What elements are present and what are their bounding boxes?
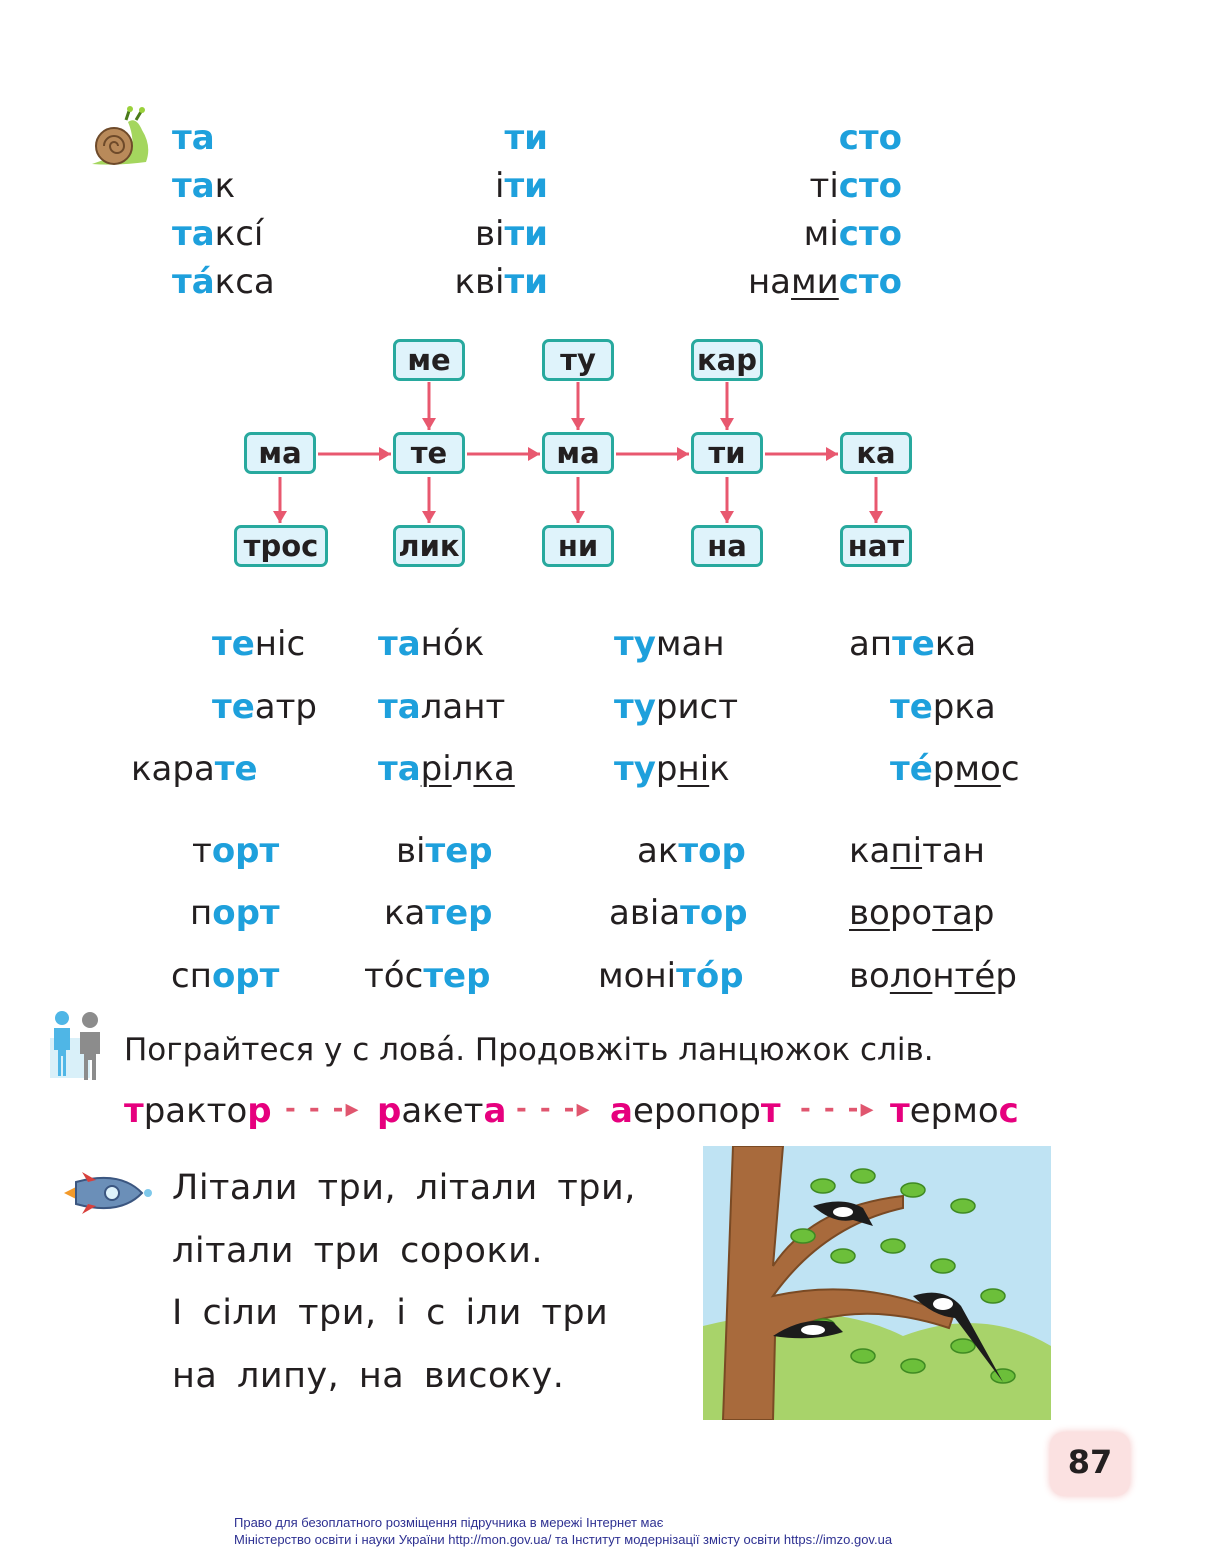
highlighted-syllable: те: [212, 687, 255, 727]
word: [378, 749, 515, 789]
highlighted-syllable: те́: [890, 749, 933, 789]
underlined-syllable: мо: [954, 749, 1001, 789]
underlined-syllable: рі: [420, 749, 452, 789]
arrow-head: [571, 418, 585, 430]
word-part: ксі́: [214, 214, 264, 254]
word-part: атр: [254, 687, 317, 727]
underlined-syllable: ло: [889, 956, 933, 996]
word-part: то́с: [364, 956, 424, 996]
rocket-icon: [60, 1168, 156, 1218]
word-part: еропор: [632, 1091, 761, 1131]
word: [609, 893, 748, 933]
word-part: ніс: [254, 624, 306, 664]
highlighted-syllable: ту: [614, 749, 656, 789]
word-part: во: [849, 956, 890, 996]
word-part: к: [214, 166, 236, 206]
word: [384, 893, 492, 933]
underlined-syllable: во: [849, 893, 890, 933]
highlighted-syllable: те: [212, 624, 255, 664]
word-part: ман: [655, 624, 725, 664]
chain-top-box: ме: [393, 339, 465, 381]
arrow-head: [869, 511, 883, 523]
word-part: авіа: [609, 893, 681, 933]
highlighted-syllable: сто: [838, 118, 902, 158]
word-part: ві: [474, 214, 505, 254]
chain-word: [610, 1091, 781, 1131]
word: [190, 893, 280, 933]
word-part: ро: [889, 893, 933, 933]
word-part: моні: [598, 956, 677, 996]
word-part: рка: [932, 687, 996, 727]
word: [378, 687, 505, 727]
word-part: кса: [214, 262, 275, 302]
word-part: кара: [131, 749, 215, 789]
chain-middle-box: те: [393, 432, 465, 474]
word-part: лант: [420, 687, 506, 727]
word: [614, 749, 730, 789]
chain-top-box: кар: [691, 339, 763, 381]
footer-line-1: Право для безоплатного розміщення підручника в мережі Інтернет має: [234, 1515, 664, 1530]
highlighted-syllable: тер: [425, 893, 493, 933]
word-part: ракто: [143, 1091, 248, 1131]
instruction-text: Пограйтеся у с лова́. Продовжіть ланцюжок слів.: [124, 1032, 934, 1068]
word-part: т: [192, 831, 212, 871]
underlined-syllable: ка: [473, 749, 515, 789]
word-part: ві: [396, 831, 426, 871]
word: [212, 687, 317, 727]
arrow-head: [379, 447, 391, 461]
word-part: ермо: [909, 1091, 999, 1131]
word-part: на: [747, 262, 792, 302]
highlighted-syllable: та: [378, 624, 421, 664]
poem-line: на липу, на високу.: [172, 1356, 565, 1396]
word-part: ка: [934, 624, 977, 664]
word: [131, 749, 258, 789]
word-part: с: [1000, 749, 1020, 789]
poem-line: І сіли три, і с іли три: [172, 1293, 609, 1333]
highlighted-syllable: те: [892, 624, 935, 664]
dashed-arrow: - - -▸: [516, 1094, 592, 1124]
highlighted-syllable: та: [172, 118, 215, 158]
word: [890, 687, 996, 727]
chain-bottom-box: ни: [542, 525, 614, 567]
accent-letter: т: [890, 1091, 910, 1131]
accent-letter: р: [377, 1091, 402, 1131]
highlighted-syllable: ти: [504, 166, 548, 206]
word-part: п: [190, 893, 213, 933]
chain-middle-box: ка: [840, 432, 912, 474]
chain-bottom-box: трос: [234, 525, 328, 567]
underlined-syllable: пі: [890, 831, 923, 871]
chain-word: [377, 1091, 506, 1131]
highlighted-syllable: орт: [212, 893, 280, 933]
highlighted-syllable: ти: [504, 262, 548, 302]
highlighted-syllable: те: [214, 749, 258, 789]
accent-letter: а: [483, 1091, 507, 1131]
word-part: кві: [454, 262, 505, 302]
word-part: ап: [849, 624, 893, 664]
arrow-head: [720, 511, 734, 523]
accent-letter: р: [247, 1091, 272, 1131]
word: [849, 956, 1017, 996]
underlined-syllable: ми: [791, 262, 839, 302]
highlighted-syllable: ти: [504, 214, 548, 254]
arrow-head: [422, 511, 436, 523]
highlighted-syllable: то́р: [676, 956, 744, 996]
word-part: р: [995, 956, 1017, 996]
accent-letter: т: [124, 1091, 144, 1131]
poem-line: літали три сороки.: [172, 1231, 543, 1271]
chain-word: [890, 1091, 1019, 1131]
underlined-syllable: те́: [954, 956, 996, 996]
chain-bottom-box: на: [691, 525, 763, 567]
highlighted-syllable: та́: [172, 262, 215, 302]
chain-bottom-box: лик: [393, 525, 465, 567]
word-part: ка: [849, 831, 891, 871]
word: [396, 831, 493, 871]
arrow-head: [826, 447, 838, 461]
word-part: рист: [655, 687, 739, 727]
highlighted-syllable: сто: [838, 166, 902, 206]
magpies-illustration: [703, 1146, 1051, 1420]
page-number: 87: [1067, 1443, 1113, 1481]
word-part: н: [932, 956, 955, 996]
word-part: р: [932, 749, 955, 789]
word: [637, 831, 746, 871]
word-part: сп: [171, 956, 212, 996]
highlighted-syllable: сто: [838, 262, 902, 302]
arrow-head: [273, 511, 287, 523]
highlighted-syllable: та: [172, 214, 215, 254]
word: [849, 893, 994, 933]
poem-line: Літали три, літали три,: [172, 1168, 636, 1208]
underlined-syllable: та: [932, 893, 973, 933]
word: [598, 956, 744, 996]
highlighted-syllable: тор: [680, 893, 748, 933]
highlighted-syllable: ти: [504, 118, 548, 158]
word: [192, 831, 279, 871]
highlighted-syllable: орт: [211, 831, 280, 871]
word-part: р: [972, 893, 995, 933]
chain-middle-box: ти: [691, 432, 763, 474]
word-part: л: [451, 749, 474, 789]
highlighted-syllable: те: [890, 687, 933, 727]
highlighted-syllable: сто: [838, 214, 902, 254]
word-part: но́к: [420, 624, 485, 664]
footer-line-2: Міністерство освіти і науки України http://mon.gov.ua/ та Інститут модернізації змісту освіти https://imzo.gov.ua: [234, 1532, 893, 1547]
word-part: ка: [384, 893, 426, 933]
highlighted-syllable: ту: [614, 687, 656, 727]
accent-letter: с: [998, 1091, 1019, 1131]
highlighted-syllable: та: [378, 749, 421, 789]
arrow-head: [422, 418, 436, 430]
highlighted-syllable: орт: [211, 956, 280, 996]
highlighted-syllable: та: [172, 166, 215, 206]
arrow-head: [528, 447, 540, 461]
word: [364, 956, 490, 996]
arrow-head: [571, 511, 585, 523]
chain-middle-box: ма: [542, 432, 614, 474]
word: [614, 687, 738, 727]
highlighted-syllable: тор: [678, 831, 746, 871]
word: [378, 624, 484, 664]
word: [849, 831, 985, 871]
word-part: тан: [922, 831, 985, 871]
chain-top-box: ту: [542, 339, 614, 381]
highlighted-syllable: тер: [423, 956, 491, 996]
arrow-head: [720, 418, 734, 430]
dashed-arrow: - - -▸: [800, 1094, 876, 1124]
word-part: к: [709, 749, 730, 789]
chain-middle-box: ма: [244, 432, 316, 474]
word-part: і: [495, 166, 505, 206]
underlined-syllable: ні: [677, 749, 710, 789]
accent-letter: т: [760, 1091, 781, 1131]
chain-word: [124, 1091, 272, 1131]
word-part: ті: [809, 166, 839, 206]
arrow-head: [677, 447, 689, 461]
dashed-arrow: - - -▸: [285, 1094, 361, 1124]
word: [212, 624, 305, 664]
children-pair-icon: [44, 1008, 120, 1080]
word-part: ак: [637, 831, 679, 871]
word-part: акет: [401, 1091, 484, 1131]
word-part: р: [655, 749, 678, 789]
chain-bottom-box: нат: [840, 525, 912, 567]
word: [849, 624, 976, 664]
word: [614, 624, 725, 664]
word: [171, 956, 279, 996]
word-part: мі: [803, 214, 839, 254]
highlighted-syllable: та: [378, 687, 421, 727]
accent-letter: а: [610, 1091, 633, 1131]
highlighted-syllable: тер: [425, 831, 493, 871]
highlighted-syllable: ту: [614, 624, 656, 664]
word: [890, 749, 1020, 789]
